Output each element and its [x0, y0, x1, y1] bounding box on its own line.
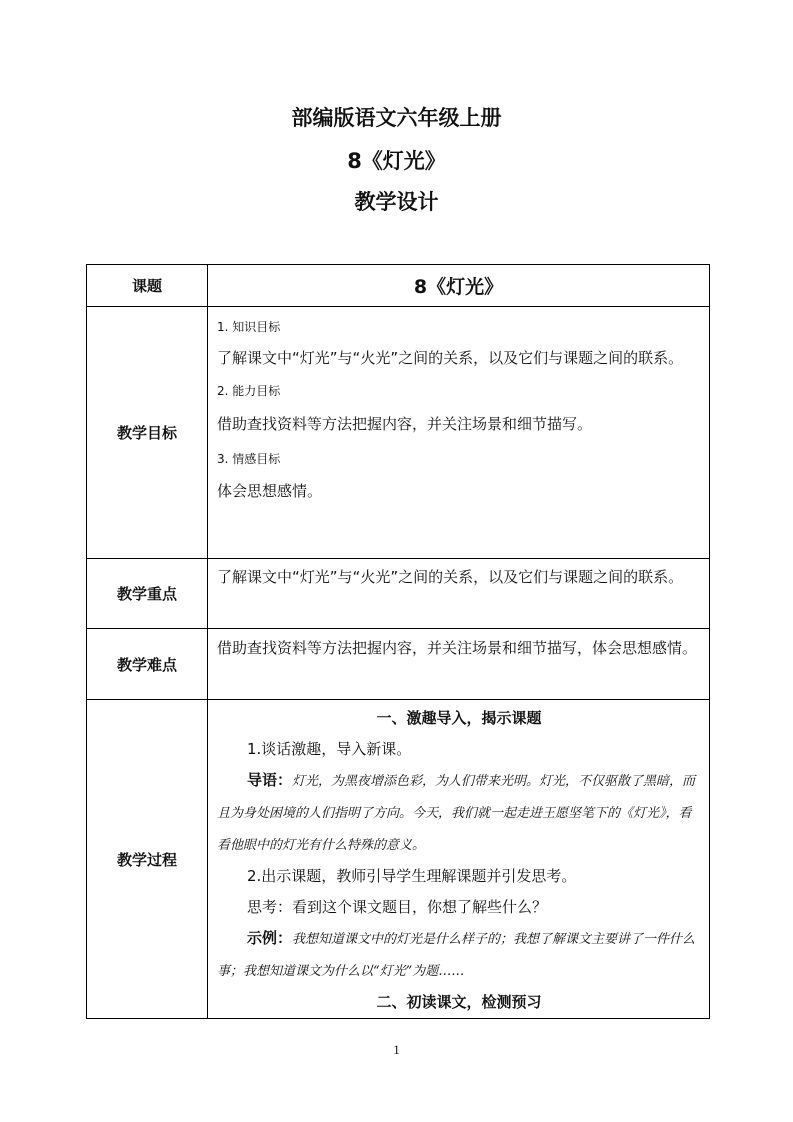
table-row-key — [87, 559, 710, 629]
process-content — [208, 700, 710, 1019]
topic-label: 课题 — [87, 265, 208, 307]
goals-content — [208, 307, 710, 559]
process-step-1: 1.谈话激趣，导入新课。 — [247, 740, 412, 758]
goal-emotion-heading: 3. 情感目标 — [217, 452, 281, 466]
process-section-1-title: 一、激趣导入，揭示课题 — [376, 709, 542, 727]
process-think: 思考：看到这个课文题目，你想了解些什么？ — [247, 898, 548, 916]
process-label: 教学过程 — [87, 700, 208, 1019]
key-content — [208, 559, 710, 629]
goal-knowledge-text: 了解课文中“灯光”与“火光”之间的关系，以及它们与课题之间的联系。 — [217, 349, 684, 367]
lesson-plan-table — [86, 264, 710, 1019]
process-section-2-title: 二、初读课文，检测预习 — [376, 993, 542, 1011]
process-intro — [217, 765, 701, 861]
table-row-difficult — [87, 629, 710, 700]
goal-ability-text: 借助查找资料等方法把握内容，并关注场景和细节描写。 — [217, 415, 593, 433]
difficult-label: 教学难点 — [87, 629, 208, 700]
page-number: 1 — [393, 1042, 400, 1057]
key-text: 了解课文中“灯光”与“火光”之间的关系，以及它们与课题之间的联系。 — [217, 568, 684, 586]
example-label: 示例： — [247, 929, 293, 947]
lesson-title: 8《灯光》 — [347, 149, 446, 173]
intro-label: 导语： — [247, 771, 293, 789]
goal-emotion-text: 体会思想感情。 — [217, 482, 323, 500]
process-example — [217, 923, 701, 987]
example-text: 我想知道课文中的灯光是什么样子的；我想了解课文主要讲了一件什么事；我想知道课文为什么以“灯光”为题…… — [217, 932, 696, 979]
table-row-process — [87, 700, 710, 1019]
difficult-text: 借助查找资料等方法把握内容，并关注场景和细节描写，体会思想感情。 — [217, 639, 698, 657]
table-row-goals — [87, 307, 710, 559]
difficult-content — [208, 629, 710, 700]
document-subtitle: 教学设计 — [354, 190, 439, 214]
document-title: 部编版语文六年级上册 — [291, 106, 502, 130]
table-row-topic — [87, 265, 710, 307]
intro-text: 灯光，为黑夜增添色彩，为人们带来光明。灯光，不仅驱散了黑暗，而且为身处困境的人们指明了方向。今天，我们就一起走进王愿坚笔下的《灯光》，看看他眼中的灯光有什么特殊的意义。 — [217, 774, 696, 853]
goals-label: 教学目标 — [87, 307, 208, 559]
process-step-2: 2.出示课题，教师引导学生理解课题并引发思考。 — [247, 867, 577, 885]
goal-knowledge-heading: 1. 知识目标 — [217, 320, 281, 334]
key-label: 教学重点 — [87, 559, 208, 629]
goal-ability-heading: 2. 能力目标 — [217, 384, 281, 398]
topic-value: 8《灯光》 — [208, 265, 710, 307]
